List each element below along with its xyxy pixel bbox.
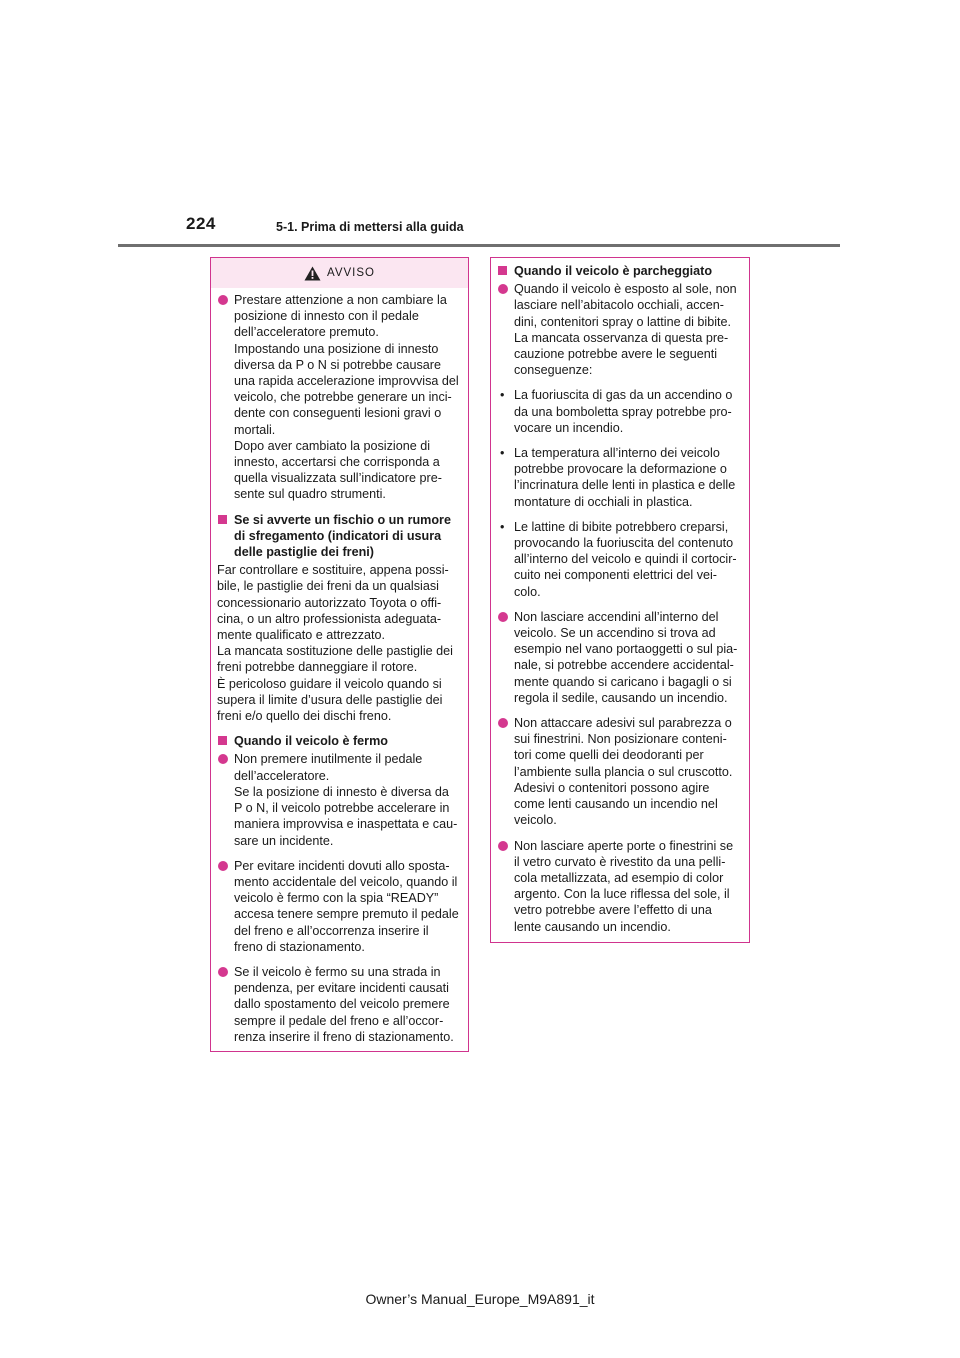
text-line: bile, le pastiglie dei freni da un qualsiasi [217,579,439,594]
text-line: Dopo aver cambiato la posizione di [234,438,431,453]
text-line: Adesivi o contenitori possono agire [514,780,710,795]
text-line: nale, si potrebbe accendere accidental- [514,658,734,673]
text-line: freni potrebbe danneggiare il rotore. [217,660,418,675]
warning-title: AVVISO [327,266,375,279]
text-line: La fuoriuscita di gas da un accendino o [514,388,733,403]
bullet-dot-icon [498,718,508,728]
text-line: innesto, accertarsi che corrisponda a [234,455,440,470]
parked-item-text [514,609,743,706]
text-line: montature di occhiali in plastica. [514,494,693,509]
parked-bullet-temperature [497,445,743,510]
text-line: dente con conseguenti lesioni gravi o [234,406,442,421]
stopped-item-slope [217,964,462,1045]
text-line: l’incrinatura delle lenti in plastica e delle [514,478,736,493]
stopped-item-accelerator [217,751,462,848]
text-line: dallo spostamento del veicolo premere [234,997,450,1012]
text-line: sempre il pedale del freno e all’occor- [234,1013,444,1028]
parked-bullet-gas [497,387,743,436]
parked-bullet-text [514,519,743,600]
text-line: Non attaccare adesivi sul parabrezza o [514,716,732,731]
text-line: dell’acceleratore. [234,768,330,783]
text-line: dini, contenitori spray o lattine di bibite. [514,314,732,329]
header-divider [118,244,840,247]
warning-box [210,257,469,1052]
bullet-dot-icon [498,284,508,294]
text-line: di sfregamento (indicatori di usura [234,528,442,543]
text-line: Far controllare e sostituire, appena possi- [217,563,449,578]
text-line: veicolo. [514,813,557,828]
warning-triangle-icon [304,266,321,281]
text-line: delle pastiglie dei freni) [234,545,374,560]
text-line: P o N, il veicolo potrebbe accelerare in [234,801,450,816]
bullet-dot-icon [498,841,508,851]
text-line: Non premere inutilmente il pedale [234,752,423,767]
text-line: Non lasciare accendini all’interno del [514,609,719,624]
page-number: 224 [186,214,216,233]
parked-item-text [514,838,743,935]
brake-noise-heading-text [234,512,462,561]
footer-manual-id: Owner’s Manual_Europe_M9A891_it [365,1291,595,1307]
parked-bullet-cans [497,519,743,600]
text-line: argento. Con la luce riflessa del sole, il [514,887,730,902]
text-line: concessionario autorizzato Toyota o offi- [217,595,442,610]
text-line: quella visualizzata sull’indicatore pre- [234,471,442,486]
bullet-dot-icon [218,967,228,977]
text-line: come lenti causando un incendio nel [514,797,718,812]
text-line: veicolo. Se un accendino si trova ad [514,626,716,641]
text-line: Per evitare incidenti dovuti allo sposta- [234,858,450,873]
text-line: lente causando un incendio. [514,919,671,934]
parked-item-stickers [497,715,743,828]
text-line: maniera improvvisa e inaspettata e cau- [234,817,458,832]
bullet-dot-icon [218,861,228,871]
text-line: provocando la fuoriuscita del contenuto [514,536,734,551]
text-line: cauzione potrebbe avere le seguenti [514,347,718,362]
square-bullet-icon [218,515,227,524]
vehicle-stopped-heading-text: Quando il veicolo è fermo [234,734,388,749]
text-line: Non lasciare aperte porte o finestrini se [514,838,734,853]
parked-warning-box [490,257,750,943]
text-line: vetro potrebbe avere l’effetto di una [514,903,712,918]
text-line: La mancata sostituzione delle pastiglie dei [217,644,453,659]
text-line: freni e/o quello dei dischi freno. [217,709,392,724]
text-line: cuito nei componenti elettrici del vei- [514,568,718,583]
text-line: cola metallizzata, ad esempio di color [514,870,724,885]
parked-item-text [514,281,743,378]
text-line: mente quando si caricano i bagagli o si [514,674,732,689]
text-line: Se la posizione di innesto è diversa da [234,784,449,799]
bullet-mark: • [500,388,505,403]
parked-bullet-text [514,387,743,436]
text-line: La temperatura all’interno dei veicolo [514,446,720,461]
text-line: mento accidentale del veicolo, quando il [234,874,458,889]
text-line: sente sul quadro strumenti. [234,487,386,502]
text-line: mortali. [234,422,276,437]
text-line: Impostando una posizione di innesto [234,341,439,356]
text-line: Prestare attenzione a non cambiare la [234,293,447,307]
text-line: regola il sedile, causando un incendio. [514,690,728,705]
text-line: sare un incidente. [234,833,334,848]
vehicle-parked-heading-text: Quando il veicolo è parcheggiato [514,264,713,278]
text-line: vocare un incendio. [514,420,624,435]
vehicle-parked-heading [497,263,743,279]
text-line: È pericoloso guidare il veicolo quando si [217,676,442,691]
text-line: freno di stazionamento. [234,939,365,954]
square-bullet-icon [218,736,227,745]
text-line: accesa tenere sempre premuto il pedale [234,907,459,922]
text-line: all’interno del veicolo e quindi il cortocir- [514,552,737,567]
text-line: Le lattine di bibite potrebbero creparsi, [514,519,729,534]
text-line: il vetro curvato è rivestito da una pelli- [514,854,726,869]
stopped-item-text [234,751,462,848]
text-line: Se si avverte un fischio o un rumore [234,512,451,527]
text-line: esempio nel vano portaoggetti o sul pia- [514,642,738,657]
text-line: tori come quelli dei deodoranti per [514,748,704,763]
stopped-item-text [234,964,462,1045]
text-line: sui finestrini. Non posizionare conteni- [514,732,727,747]
text-line: lasciare nell’abitacolo occhiali, accen- [514,298,725,313]
text-line: dell’acceleratore premuto. [234,325,379,340]
warning-item-text [234,292,462,503]
text-line: diversa da P o N si potrebbe causare [234,357,441,372]
bullet-mark: • [500,519,505,534]
parked-bullet-text [514,445,743,510]
text-line: conseguenze: [514,363,593,378]
text-line: posizione di innesto con il pedale [234,309,419,324]
stopped-item-ready [217,858,462,955]
text-line: del freno e all’occorrenza inserire il [234,923,429,938]
text-line: veicolo, che potrebbe generare un inci- [234,390,452,405]
text-line: renza inserire il freno di stazionamento. [234,1029,454,1044]
stopped-item-text [234,858,462,955]
warning-item-shift [217,292,462,503]
text-line: La mancata osservanza di questa pre- [514,330,729,345]
section-title: 5-1. Prima di mettersi alla guida [276,220,464,234]
vehicle-stopped-heading [217,733,462,749]
text-line: da una bomboletta spray potrebbe pro- [514,404,732,419]
square-bullet-icon [498,266,507,275]
bullet-dot-icon [498,612,508,622]
text-line: pendenza, per evitare incidenti causati [234,981,449,996]
bullet-mark: • [500,446,505,461]
text-line: una rapida accelerazione improvvisa del [234,374,459,389]
parked-item-sun [497,281,743,378]
bullet-dot-icon [218,754,228,764]
text-line: Quando il veicolo è esposto al sole, non [514,282,737,297]
warning-header [211,258,468,288]
text-line: colo. [514,584,541,599]
bullet-dot-icon [218,295,228,305]
parked-item-windows [497,838,743,935]
parked-item-lighters [497,609,743,706]
text-line: potrebbe provocare la deformazione o [514,462,727,477]
text-line: mente qualificato e attrezzato. [217,628,386,643]
text-line: supera il limite d’usura delle pastiglie dei [217,692,443,707]
text-line: veicolo è fermo con la spia “READY” [234,891,439,906]
text-line: cina, o un altro professionista adeguata- [217,611,442,626]
text-line: l’ambiente sulla plancia o sul cruscotto. [514,764,733,779]
brake-noise-heading [217,512,462,561]
brake-noise-text [217,562,462,724]
text-line: Se il veicolo è fermo su una strada in [234,964,441,979]
parked-item-text [514,715,743,828]
